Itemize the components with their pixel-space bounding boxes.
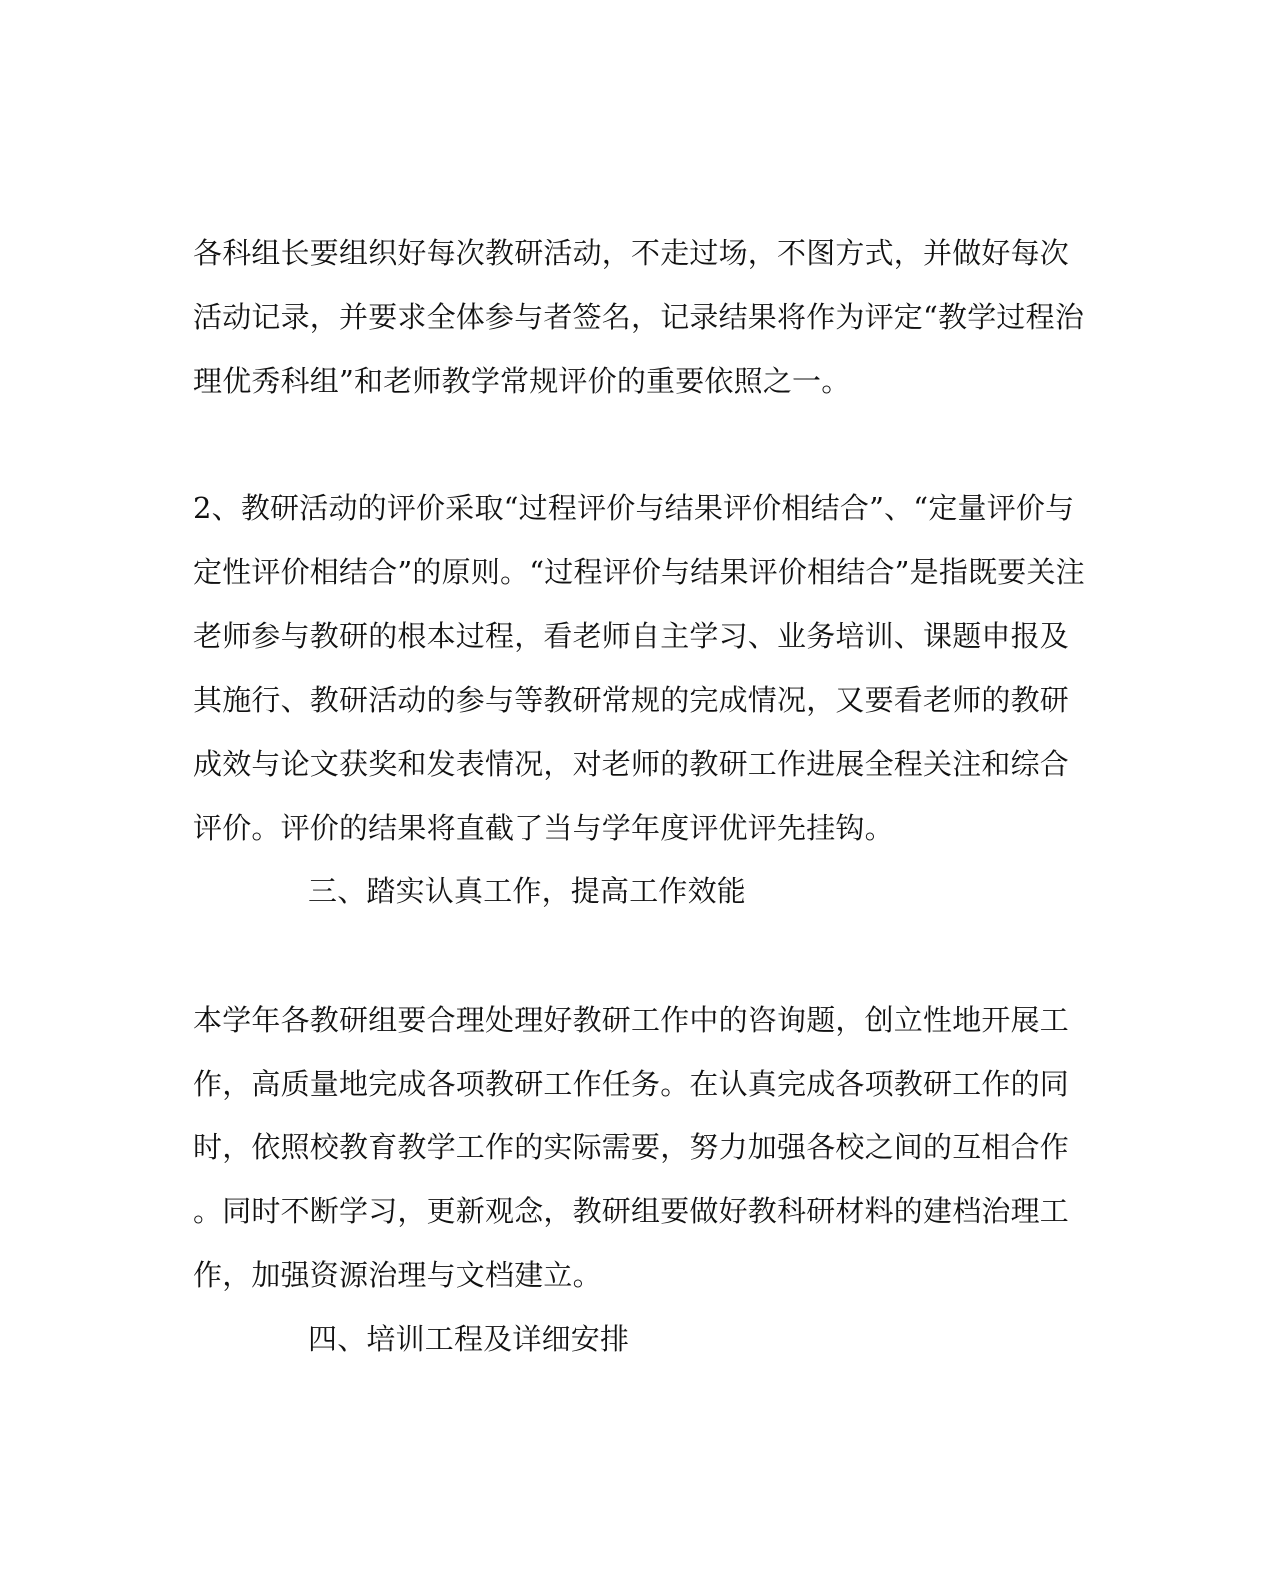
paragraph-1-line-1: 各科组长要组织好每次教研活动，不走过场，不图方式，并做好每次 bbox=[193, 236, 1070, 270]
section-heading-4: 四、培训工程及详细安排 bbox=[308, 1322, 630, 1356]
paragraph-1-line-3: 理优秀科组”和老师教学常规评价的重要依照之一。 bbox=[193, 364, 851, 398]
paragraph-2-line-4: 其施行、教研活动的参与等教研常规的完成情况，又要看老师的教研 bbox=[193, 683, 1070, 717]
paragraph-3-line-5: 作，加强资源治理与文档建立。 bbox=[193, 1258, 602, 1292]
paragraph-3-line-2: 作，高质量地完成各项教研工作任务。在认真完成各项教研工作的同 bbox=[193, 1067, 1070, 1101]
paragraph-3-line-1: 本学年各教研组要合理处理好教研工作中的咨询题，创立性地开展工 bbox=[193, 1003, 1070, 1037]
paragraph-2-line-5: 成效与论文获奖和发表情况，对老师的教研工作进展全程关注和综合 bbox=[193, 747, 1070, 781]
paragraph-2-line-1: 2、教研活动的评价采取“过程评价与结果评价相结合”、“定量评价与 bbox=[193, 491, 1075, 525]
paragraph-1-line-2: 活动记录，并要求全体参与者签名，记录结果将作为评定“教学过程治 bbox=[193, 300, 1085, 334]
section-heading-3: 三、踏实认真工作，提高工作效能 bbox=[308, 874, 747, 908]
paragraph-3-line-4: 。同时不断学习，更新观念，教研组要做好教科研材料的建档治理工 bbox=[193, 1194, 1070, 1228]
paragraph-2-line-3: 老师参与教研的根本过程，看老师自主学习、业务培训、课题申报及 bbox=[193, 619, 1070, 653]
paragraph-2-line-2: 定性评价相结合”的原则。“过程评价与结果评价相结合”是指既要关注 bbox=[193, 555, 1085, 589]
paragraph-2-line-6: 评价。评价的结果将直截了当与学年度评优评先挂钩。 bbox=[193, 811, 894, 845]
paragraph-3-line-3: 时，依照校教育教学工作的实际需要，努力加强各校之间的互相合作 bbox=[193, 1130, 1070, 1164]
